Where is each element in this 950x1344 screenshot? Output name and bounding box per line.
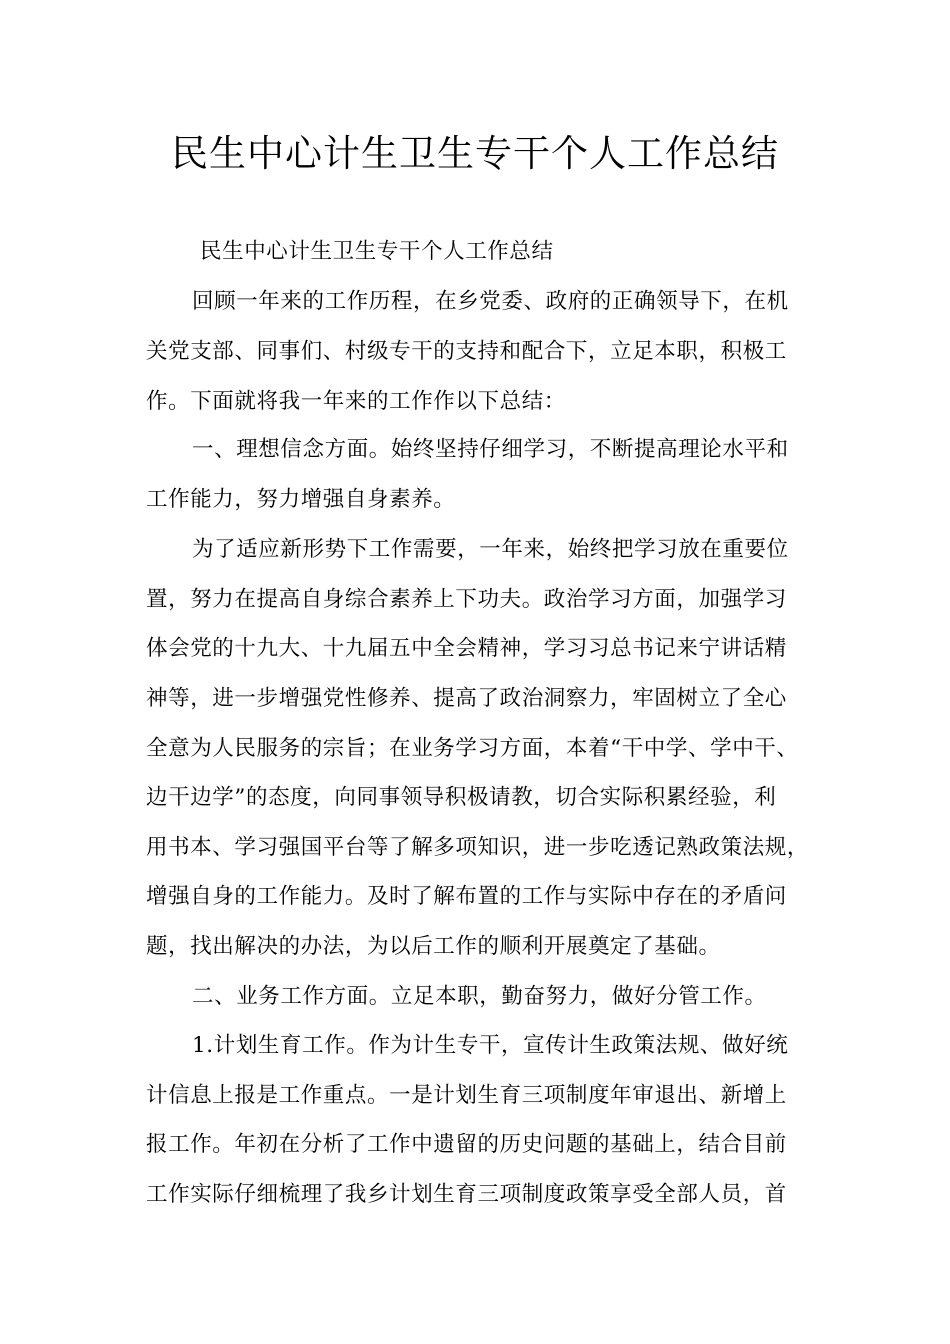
paragraph-line: 增强自身的工作能力。及时了解布置的工作与实际中存在的矛盾问 bbox=[146, 884, 787, 909]
paragraph-line: 为了适应新形势下工作需要，一年来，始终把学习放在重要位 bbox=[192, 537, 789, 562]
document-subtitle: 民生中心计生卫生专干个人工作总结 bbox=[200, 239, 554, 264]
paragraph-line: 工作能力，努力增强自身素养。 bbox=[146, 487, 456, 512]
paragraph-line: 题，找出解决的办法，为以后工作的顺利开展奠定了基础。 bbox=[146, 934, 721, 959]
paragraph-line: 报工作。年初在分析了工作中遗留的历史问题的基础上，结合目前 bbox=[146, 1132, 787, 1157]
paragraph-line: 作。下面就将我一年来的工作作以下总结： bbox=[146, 389, 566, 414]
paragraph-line: 置，努力在提高自身综合素养上下功夫。政治学习方面，加强学习 bbox=[146, 587, 787, 612]
paragraph-line: 用书本、学习强国平台等了解多项知识，进一步吃透记熟政策法规， bbox=[146, 835, 810, 860]
paragraph-line: 二、业务工作方面。立足本职，勤奋努力，做好分管工作。 bbox=[192, 984, 767, 1009]
paragraph-line: 1.计划生育工作。作为计生专干，宣传计生政策法规、做好统 bbox=[192, 1033, 789, 1058]
paragraph-line: 全意为人民服务的宗旨；在业务学习方面，本着“干中学、学中干、 bbox=[146, 736, 799, 761]
document-title: 民生中心计生卫生专干个人工作总结 bbox=[171, 132, 779, 175]
paragraph-line: 体会党的十九大、十九届五中全会精神，学习习总书记来宁讲话精 bbox=[146, 636, 787, 661]
paragraph-line: 一、理想信念方面。始终坚持仔细学习，不断提高理论水平和 bbox=[192, 437, 789, 462]
paragraph-line: 神等，进一步增强党性修养、提高了政治洞察力，牢固树立了全心 bbox=[146, 686, 787, 711]
paragraph-line: 工作实际仔细梳理了我乡计划生育三项制度政策享受全部人员，首 bbox=[146, 1182, 787, 1207]
paragraph-line: 关党支部、同事们、村级专干的支持和配合下，立足本职，积极工 bbox=[146, 339, 787, 364]
paragraph-line: 计信息上报是工作重点。一是计划生育三项制度年审退出、新增上 bbox=[146, 1083, 787, 1108]
paragraph-line: 回顾一年来的工作历程，在乡党委、政府的正确领导下，在机 bbox=[192, 289, 789, 314]
paragraph-line: 边干边学”的态度，向同事领导积极请教，切合实际积累经验，利 bbox=[146, 785, 777, 810]
